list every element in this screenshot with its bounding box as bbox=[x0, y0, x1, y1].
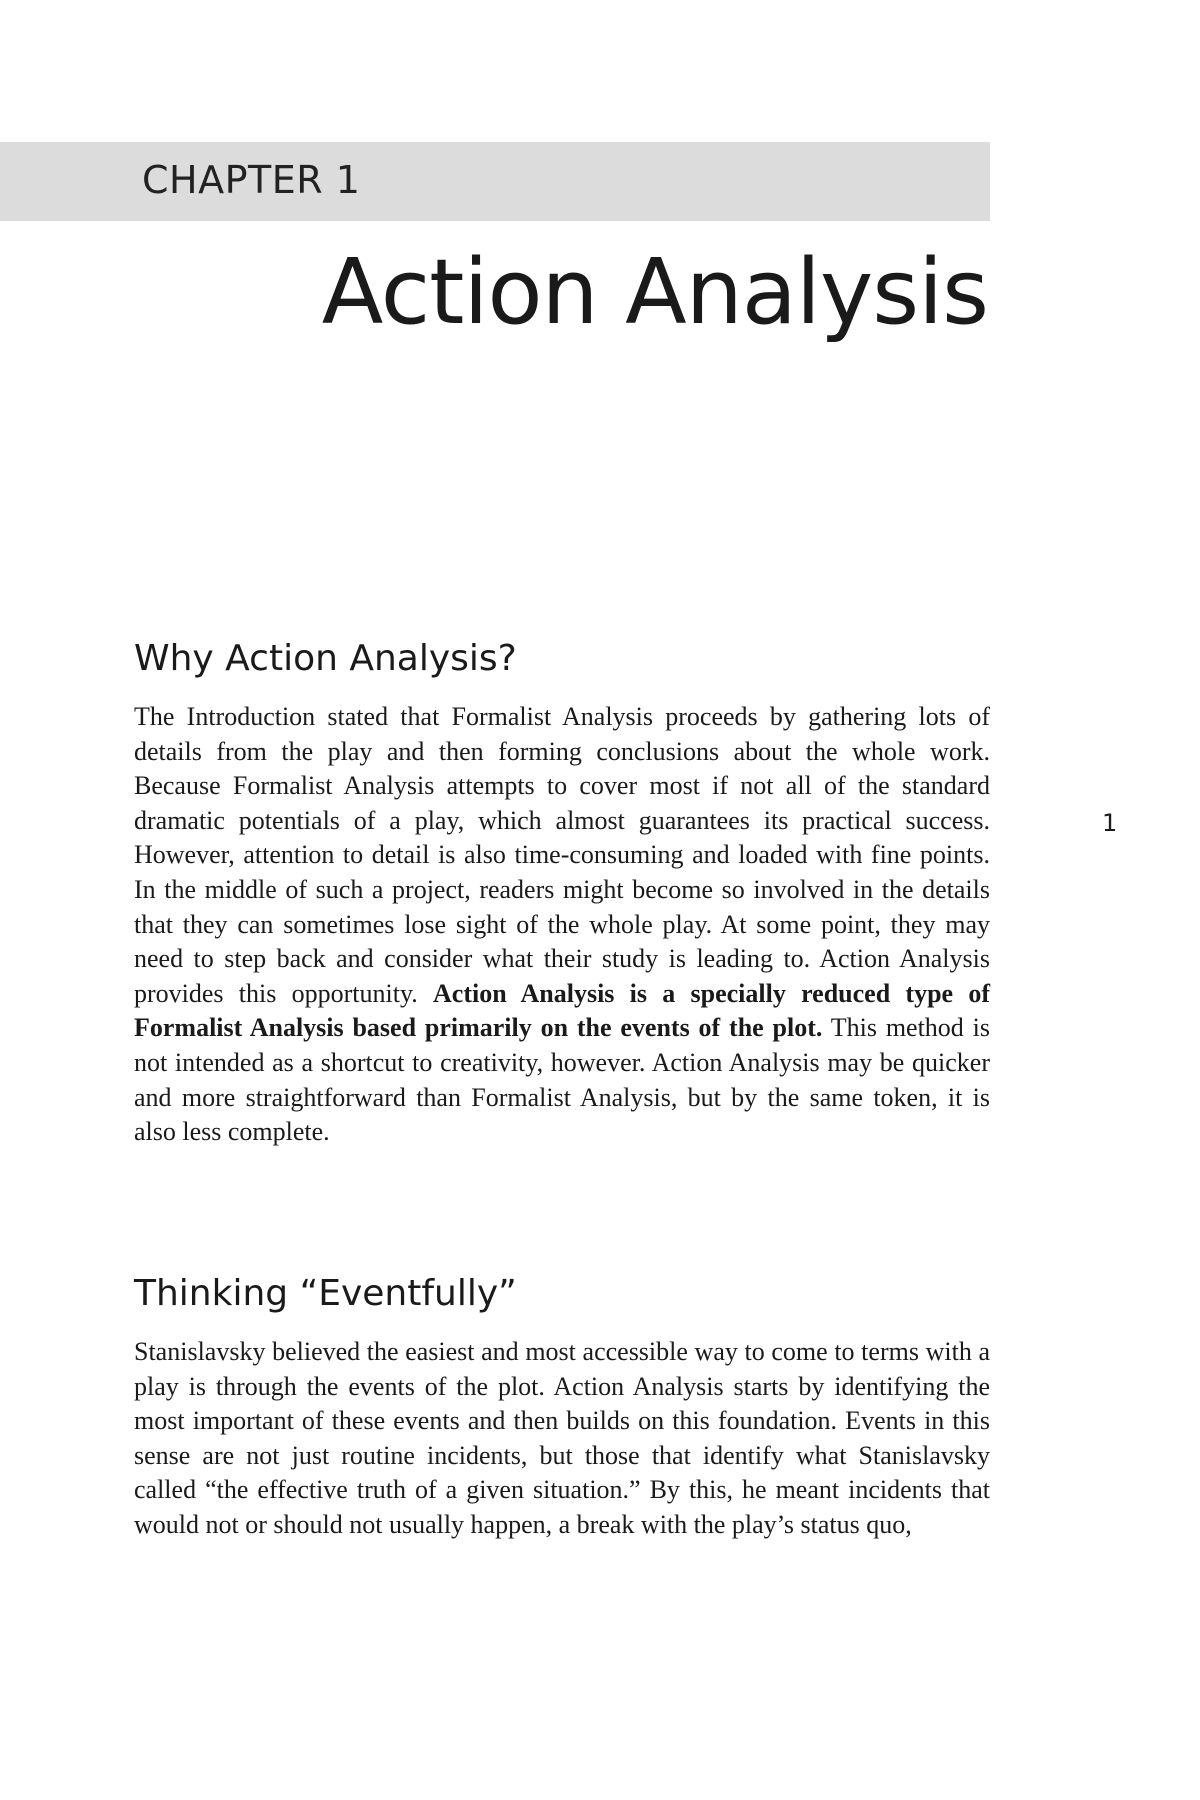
chapter-label: CHAPTER 1 bbox=[142, 158, 361, 202]
page-number: 1 bbox=[1102, 809, 1118, 837]
paragraph-bold-definition: Action Analysis is a specially reduced type of Formalist Analysis based primarily on the events of the plot. bbox=[134, 978, 990, 1043]
chapter-title: Action Analysis bbox=[321, 240, 988, 345]
section-paragraph-why-action-analysis bbox=[134, 700, 990, 1150]
paragraph-text-before-bold: The Introduction stated that Formalist Analysis proceeds by gathering lots of details from the play and then forming conclusions about the whole work. Because Formalist Analysis attempts to cover most if not all of the standard dramatic potentials of a play, which almost guarantees its practical success. However, attention to detail is also time-consuming and loaded with fine points. In the middle of such a project, readers might become so involved in the details that they can sometimes lose sight of the whole play. At some point, they may need to step back and consider what their study is leading to. Action Analysis provides this opportunity. bbox=[134, 702, 990, 1008]
section-heading-why-action-analysis: Why Action Analysis? bbox=[134, 638, 517, 679]
section-paragraph-thinking-eventfully: Stanislavsky believed the easiest and most accessible way to come to terms with a play is through the events of the plot. Action Analysis starts by identifying the most important of these events and then builds on this foundation. Events in this sense are not just routine incidents, but those that identify what Stanislavsky called “the effective truth of a given situation.” By this, he meant incidents that would not or should not usually happen, a break with the play’s status quo, bbox=[134, 1337, 990, 1539]
section-heading-thinking-eventfully: Thinking “Eventfully” bbox=[134, 1273, 517, 1314]
paragraph-text-after-bold: This method is not intended as a shortcut to creativity, however. Action Analysis may be quicker and more straightforward than Formalist Analysis, but by the same token, it is also less complete. bbox=[134, 1013, 990, 1147]
